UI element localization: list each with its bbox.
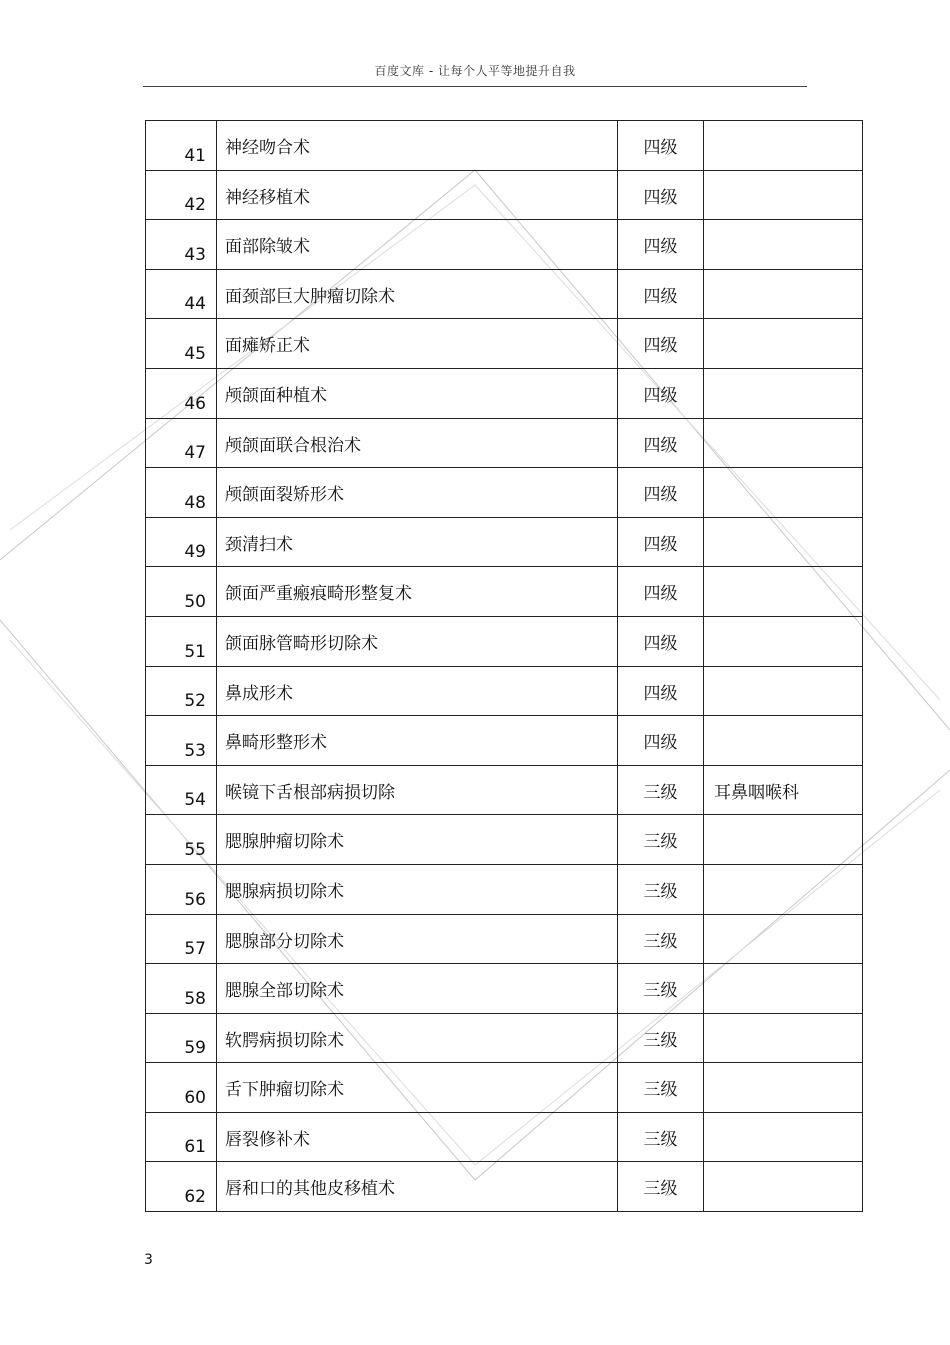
procedure-level: 三级 [618,1013,704,1063]
procedure-name: 唇和口的其他皮移植术 [217,1162,618,1212]
table-row [146,170,863,220]
procedure-level: 四级 [618,716,704,766]
table-row [146,1013,863,1063]
table-row [146,468,863,518]
procedure-level: 三级 [618,1162,704,1212]
procedure-level: 三级 [618,815,704,865]
row-number: 51 [146,616,217,666]
page-header: 百度文库 - 让每个人平等地提升自我 [374,64,576,78]
row-number: 57 [146,914,217,964]
department [704,170,863,220]
procedure-name: 舌下肿瘤切除术 [217,1063,618,1113]
procedure-level: 三级 [618,864,704,914]
procedure-level: 四级 [618,517,704,567]
row-number: 54 [146,765,217,815]
department [704,914,863,964]
department [704,1013,863,1063]
page-number: 3 [144,1252,153,1268]
procedure-level: 四级 [618,418,704,468]
table-row [146,319,863,369]
table-row [146,815,863,865]
department [704,269,863,319]
row-number: 53 [146,716,217,766]
procedure-level: 四级 [618,368,704,418]
department [704,121,863,171]
table-row [146,616,863,666]
procedure-name: 面瘫矫正术 [217,319,618,369]
table-row [146,269,863,319]
row-number: 59 [146,1013,217,1063]
table-row [146,716,863,766]
procedure-name: 颌面脉管畸形切除术 [217,616,618,666]
row-number: 44 [146,269,217,319]
table-row [146,1063,863,1113]
procedure-name: 神经移植术 [217,170,618,220]
procedure-level: 四级 [618,220,704,270]
procedure-name: 腮腺部分切除术 [217,914,618,964]
procedure-level: 四级 [618,666,704,716]
row-number: 55 [146,815,217,865]
procedure-name: 鼻成形术 [217,666,618,716]
row-number: 49 [146,517,217,567]
procedure-name: 颈清扫术 [217,517,618,567]
department: 耳鼻咽喉科 [704,765,863,815]
procedure-name: 腮腺肿瘤切除术 [217,815,618,865]
department [704,666,863,716]
procedure-name: 鼻畸形整形术 [217,716,618,766]
table-row [146,1162,863,1212]
row-number: 48 [146,468,217,518]
department [704,964,863,1014]
table-row [146,567,863,617]
department [704,567,863,617]
department [704,319,863,369]
table-row [146,864,863,914]
row-number: 41 [146,121,217,171]
department [704,864,863,914]
department [704,368,863,418]
department [704,468,863,518]
procedure-name: 唇裂修补术 [217,1112,618,1162]
row-number: 61 [146,1112,217,1162]
procedure-level: 四级 [618,319,704,369]
row-number: 45 [146,319,217,369]
row-number: 47 [146,418,217,468]
table-row [146,765,863,815]
header-rule [143,86,807,87]
procedure-level: 三级 [618,1063,704,1113]
department [704,220,863,270]
department [704,1162,863,1212]
procedure-level: 四级 [618,170,704,220]
table-row [146,914,863,964]
procedure-name: 腮腺全部切除术 [217,964,618,1014]
procedure-level: 三级 [618,765,704,815]
row-number: 46 [146,368,217,418]
row-number: 58 [146,964,217,1014]
procedure-name: 颅颌面种植术 [217,368,618,418]
procedure-name: 面颈部巨大肿瘤切除术 [217,269,618,319]
row-number: 42 [146,170,217,220]
table-row [146,1112,863,1162]
procedure-level: 四级 [618,121,704,171]
procedure-name: 喉镜下舌根部病损切除 [217,765,618,815]
row-number: 60 [146,1063,217,1113]
procedure-level: 三级 [618,1112,704,1162]
procedure-name: 神经吻合术 [217,121,618,171]
table-row [146,517,863,567]
procedure-name: 颌面严重瘢痕畸形整复术 [217,567,618,617]
procedure-level: 四级 [618,468,704,518]
procedure-level: 四级 [618,567,704,617]
procedure-level: 三级 [618,914,704,964]
row-number: 62 [146,1162,217,1212]
table-row [146,964,863,1014]
department [704,1112,863,1162]
department [704,716,863,766]
table-row [146,418,863,468]
table-row [146,121,863,171]
department [704,418,863,468]
table-row [146,368,863,418]
row-number: 50 [146,567,217,617]
department [704,616,863,666]
table-row [146,220,863,270]
department [704,517,863,567]
procedure-level: 四级 [618,269,704,319]
procedure-level: 三级 [618,964,704,1014]
procedure-name: 腮腺病损切除术 [217,864,618,914]
department [704,815,863,865]
procedure-name: 软腭病损切除术 [217,1013,618,1063]
row-number: 52 [146,666,217,716]
procedure-name: 颅颌面联合根治术 [217,418,618,468]
table-row [146,666,863,716]
surgery-table [145,120,863,1212]
department [704,1063,863,1113]
procedure-name: 颅颌面裂矫形术 [217,468,618,518]
row-number: 56 [146,864,217,914]
procedure-name: 面部除皱术 [217,220,618,270]
row-number: 43 [146,220,217,270]
procedure-level: 四级 [618,616,704,666]
